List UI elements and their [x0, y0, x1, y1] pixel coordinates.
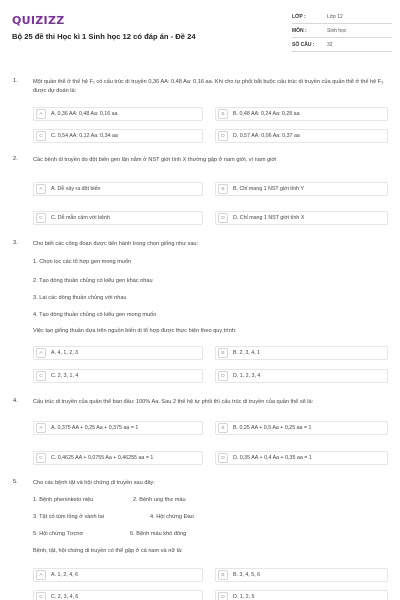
- option-c[interactable]: [33, 451, 203, 465]
- option-c[interactable]: [33, 369, 203, 383]
- option-text: D. 1, 2, 3, 4: [233, 373, 261, 379]
- meta-value: 32: [327, 41, 333, 48]
- question-text: Cho các bệnh tật và hội chứng di truyền sau đây:: [33, 480, 155, 486]
- meta-value: Lớp 12: [327, 13, 343, 20]
- option-d[interactable]: [215, 369, 388, 383]
- meta-key: LỚP :: [292, 13, 306, 20]
- meta-row-grade: [292, 10, 392, 24]
- option-text: A. 4, 1, 2, 3: [51, 350, 79, 356]
- option-a[interactable]: [33, 421, 203, 435]
- question-line: 6. Bệnh máu khó đông: [130, 531, 187, 537]
- question-text: Các bệnh di truyền do đột biến gen lặn nằm ở NST giới tính X thường gặp ở nam giới, vì nam giới: [33, 157, 277, 163]
- option-a[interactable]: [33, 182, 203, 196]
- option-text: D. Chỉ mang 1 NST giới tính X: [233, 215, 305, 221]
- question-text: Cho biết các công đoạn được tiến hành trong chọn giống như sau:: [33, 241, 199, 247]
- question-line: 1. Chọn lọc các tổ hợp gen mong muốn: [33, 259, 132, 265]
- question-line: Việc tạo giống thuần dựa trên nguồn biến dị tổ hợp được thực hiện theo quy trình:: [33, 328, 237, 334]
- question-line: 5. Hội chứng Tơcnơ: [33, 531, 84, 537]
- question-number: 3.: [13, 240, 18, 246]
- quizizz-logo: QUIZIZZ: [12, 14, 65, 27]
- option-text: B. Chỉ mang 1 NST giới tính Y: [233, 186, 304, 192]
- question-line: 1. Bệnh pheninketo niệu: [33, 497, 94, 503]
- option-text: C. 2, 3, 4, 6: [51, 594, 79, 600]
- option-letter: A: [36, 348, 46, 358]
- option-text: A. 0,375 AA + 0,25 Aa + 0,375 aa = 1: [51, 425, 139, 431]
- option-b[interactable]: [215, 182, 388, 196]
- question-number: 4.: [13, 398, 18, 404]
- option-text: C. 0,4625 AA + 0,0755 Aa + 0,46255 aa = 1: [51, 455, 154, 461]
- option-letter: D: [218, 453, 228, 463]
- option-b[interactable]: [215, 107, 388, 121]
- option-letter: B: [218, 109, 228, 119]
- option-c[interactable]: [33, 590, 203, 600]
- question-number: 2.: [13, 156, 18, 162]
- option-letter: A: [36, 109, 46, 119]
- option-b[interactable]: [215, 421, 388, 435]
- question-line: 4. Tạo dòng thuần chủng có kiểu gen mong muốn: [33, 312, 157, 318]
- option-text: D. 1, 2, 5: [233, 594, 255, 600]
- option-text: C. 0,54 AA: 0,12 Aa: 0,34 aa: [51, 133, 118, 139]
- option-b[interactable]: [215, 568, 388, 582]
- option-text: D. 0,35 AA + 0,4 Aa + 0,35 aa = 1: [233, 455, 312, 461]
- meta-key: SỐ CÂU :: [292, 41, 315, 48]
- option-text: B. 0,48 AA: 0,24 Aa: 0,28 aa: [233, 111, 300, 117]
- option-letter: A: [36, 423, 46, 433]
- option-text: D. 0,57 AA: 0,06 Aa: 0,37 aa: [233, 133, 300, 139]
- option-letter: B: [218, 570, 228, 580]
- meta-row-count: [292, 38, 392, 52]
- option-text: C. 2, 3, 1, 4: [51, 373, 79, 379]
- option-letter: D: [218, 213, 228, 223]
- option-c[interactable]: [33, 129, 203, 143]
- option-text: B. 2, 3, 4, 1: [233, 350, 261, 356]
- meta-value: Sinh học: [327, 27, 347, 34]
- option-letter: B: [218, 348, 228, 358]
- worksheet-meta: [292, 10, 392, 52]
- option-text: B. 3, 4, 5, 6: [233, 572, 261, 578]
- option-letter: C: [36, 131, 46, 141]
- question-line: Bệnh, tật, hội chứng di truyền có thể gặp ở cả nam và nữ là:: [33, 548, 183, 554]
- question-line: 3. Lai các dòng thuần chủng với nhau: [33, 295, 127, 301]
- question-line: 4. Hội chứng Đao: [150, 514, 194, 520]
- option-d[interactable]: [215, 590, 388, 600]
- option-a[interactable]: [33, 107, 203, 121]
- option-c[interactable]: [33, 211, 203, 225]
- question-line: 2. Bệnh ung thư máu: [133, 497, 186, 503]
- question-text: Cấu trúc di truyền của quần thể ban đầu: 100% Aa. Sau 2 thế hệ tự phối thì cấu trúc di truyền của quần thể sẽ là:: [33, 399, 314, 405]
- option-text: C. Dễ mẫn cảm với bệnh: [51, 215, 110, 221]
- option-a[interactable]: [33, 568, 203, 582]
- option-d[interactable]: [215, 211, 388, 225]
- question-line: 3. Tật có túm lông ở vành tai: [33, 514, 105, 520]
- question-number: 5.: [13, 479, 18, 485]
- meta-key: MÔN :: [292, 27, 307, 34]
- option-d[interactable]: [215, 129, 388, 143]
- option-b[interactable]: [215, 346, 388, 360]
- option-text: B. 0,25 AA + 0,5 Aa + 0,25 aa = 1: [233, 425, 312, 431]
- option-letter: A: [36, 184, 46, 194]
- option-letter: C: [36, 592, 46, 600]
- question-number: 1.: [13, 78, 18, 84]
- question-line: 2. Tạo dòng thuần chủng có kiểu gen khác nhau: [33, 278, 153, 284]
- worksheet-header: [0, 0, 400, 70]
- option-text: A. Dễ xảy ra đột biến: [51, 186, 101, 192]
- option-letter: B: [218, 184, 228, 194]
- option-letter: A: [36, 570, 46, 580]
- option-d[interactable]: [215, 451, 388, 465]
- option-letter: D: [218, 592, 228, 600]
- option-a[interactable]: [33, 346, 203, 360]
- option-text: A. 0,36 AA: 0,48 Aa: 0,16 aa: [51, 111, 118, 117]
- option-text: A. 1, 2, 4, 6: [51, 572, 79, 578]
- option-letter: C: [36, 371, 46, 381]
- option-letter: C: [36, 213, 46, 223]
- option-letter: B: [218, 423, 228, 433]
- worksheet-title: Bộ 25 đề thi Học kì 1 Sinh học 12 có đáp án - Đề 24: [12, 32, 196, 41]
- option-letter: D: [218, 131, 228, 141]
- question-text: Một quần thể ở thế hệ F₁ có cấu trúc di truyền 0,36 AA: 0,48 Aa: 0,16 aa. Khi cho tự phối bắt buộc cấu trúc di truyền của quần thể ở thế hệ F₃ được dự đoán là:: [33, 79, 384, 94]
- option-letter: D: [218, 371, 228, 381]
- option-letter: C: [36, 453, 46, 463]
- meta-row-subject: [292, 24, 392, 38]
